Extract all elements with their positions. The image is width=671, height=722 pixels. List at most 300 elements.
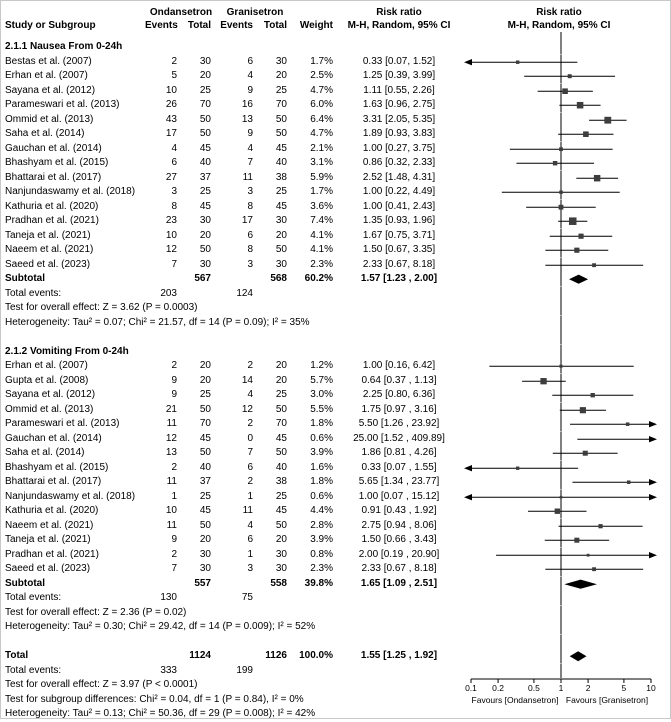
weight-value: 0.6%: [310, 490, 333, 502]
study-name: Pradhan et al. (2021): [5, 215, 99, 226]
rr-ci-total: 1.55 [1.25 , 1.92]: [360, 650, 438, 661]
column-gran-total: Total: [263, 20, 287, 31]
column-method-text: M-H, Random, 95% CI: [347, 20, 451, 31]
study-row: [5, 98, 667, 113]
svg-text:1: 1: [558, 683, 564, 693]
study-row: [5, 113, 667, 128]
ond-total: 50: [199, 113, 211, 125]
forest-plot-cell: [459, 388, 659, 403]
study-row: [5, 403, 667, 418]
ond-events: 3: [171, 186, 177, 197]
ond-total: 45: [199, 142, 211, 154]
forest-plot-cell: [459, 446, 659, 461]
study-name: Erhan et al. (2007): [5, 360, 88, 371]
gran-total: 20: [275, 360, 287, 371]
total-events-row: [5, 287, 667, 302]
plot-svg: [459, 84, 659, 99]
study-name: Nanjundaswamy et al. (2018): [5, 490, 136, 502]
study-name: Naeem et al. (2021): [5, 244, 94, 255]
ond-events: 27: [165, 171, 177, 183]
forest-plot-cell: [459, 243, 659, 258]
ond-total: 25: [199, 490, 211, 502]
gran-events: 4: [247, 519, 253, 531]
study-row: [5, 504, 667, 519]
rr-ci-text: 3.31 [2.05, 5.35]: [362, 113, 436, 125]
rr-ci-text: 0.86 [0.32, 2.33]: [362, 157, 436, 168]
weight-value: 3.9%: [310, 534, 333, 545]
plot-svg: [459, 32, 659, 40]
weight-value: 3.1%: [310, 157, 333, 168]
ond-total: 20: [199, 360, 211, 371]
rr-ci-text: 5.65 [1.34 , 23.77]: [358, 476, 440, 487]
gran-subtotal: 568: [270, 273, 287, 284]
study-name: Bhashyam et al. (2015): [5, 461, 109, 473]
ond-events: 10: [165, 505, 177, 516]
stat-text: Heterogeneity: Tau² = 0.13; Chi² = 50.36, df = 29 (P = 0.008); I² = 42%: [5, 708, 316, 719]
forest-plot-cell: [459, 461, 659, 476]
study-row: [5, 519, 667, 534]
gran-total: 30: [275, 563, 287, 574]
gran-total-events: 75: [241, 592, 253, 603]
plot-svg: [459, 417, 659, 432]
forest-plot-cell: [459, 504, 659, 519]
ond-events: 43: [165, 113, 177, 125]
study-name: Kathuria et al. (2020): [5, 200, 99, 212]
ond-total: 50: [199, 447, 211, 458]
total-row: [5, 649, 667, 664]
study-name: Saeed et al. (2023): [5, 258, 91, 270]
study-name: Kathuria et al. (2020): [5, 505, 99, 516]
ond-events: 9: [171, 534, 177, 545]
ond-grand-total: 1124: [189, 650, 211, 661]
svg-text:Favours [Granisetron]: Favours [Granisetron]: [565, 694, 649, 705]
study-row: [5, 417, 667, 432]
plot-svg: [459, 316, 659, 331]
stat-text: 2.1.1 Nausea From 0-24h: [5, 41, 123, 52]
gran-events: 11: [242, 505, 253, 516]
gran-total: 25: [275, 84, 287, 96]
gran-events: 3: [247, 186, 253, 197]
total-events-label: Total events:: [5, 664, 62, 676]
study-row: [5, 548, 667, 563]
svg-text:0.5: 0.5: [527, 683, 540, 693]
gran-total: 25: [275, 389, 287, 400]
study-row: [5, 374, 667, 389]
gran-total: 20: [275, 374, 287, 386]
ond-total-events: 333: [160, 664, 177, 676]
ond-events: 1: [171, 490, 177, 502]
gran-events: 16: [241, 99, 253, 110]
svg-text:Favours [Ondansetron]: Favours [Ondansetron]: [471, 694, 559, 705]
rr-ci-text: 1.00 [0.16, 6.42]: [362, 360, 436, 371]
ond-total: 50: [199, 128, 211, 139]
study-name: Saeed et al. (2023): [5, 563, 91, 574]
svg-text:2: 2: [585, 683, 591, 693]
rr-ci-text: 1.50 [0.66 , 3.43]: [361, 534, 437, 545]
forest-plot-cell: [459, 606, 659, 621]
forest-plot-cell: [459, 664, 659, 679]
rr-ci-text: 1.35 [0.93, 1.96]: [362, 215, 436, 226]
study-row: [5, 185, 667, 200]
forest-plot-cell: [459, 330, 659, 345]
svg-text:0.2: 0.2: [492, 683, 505, 693]
gran-events: 1: [247, 548, 253, 560]
ond-events: 9: [171, 374, 177, 386]
ond-total-events: 203: [160, 287, 177, 299]
weight-value: 1.7%: [310, 186, 333, 197]
plot-svg: [459, 664, 659, 679]
gran-total: 20: [275, 534, 287, 545]
rr-ci-text: 2.75 [0.94 , 8.06]: [361, 519, 437, 531]
gran-events: 9: [247, 128, 253, 139]
plot-svg: [459, 461, 659, 476]
study-row: [5, 359, 667, 374]
gran-total: 25: [275, 186, 287, 197]
plot-svg: [459, 200, 659, 215]
weight-value: 2.5%: [310, 70, 333, 81]
gran-events: 0: [247, 432, 253, 444]
gran-subtotal: 558: [270, 577, 287, 589]
gran-grand-total: 1126: [265, 650, 287, 661]
study-name: Pradhan et al. (2021): [5, 548, 99, 560]
column-study: Study or Subgroup: [5, 20, 96, 31]
plot-svg: [459, 359, 659, 374]
ond-total: 70: [199, 99, 211, 110]
gran-events: 4: [247, 70, 253, 81]
study-row: [5, 142, 667, 157]
plot-svg: [459, 272, 659, 287]
study-row: [5, 171, 667, 186]
ond-total: 30: [199, 258, 211, 270]
plot-svg: [459, 40, 659, 55]
gran-events: 2: [247, 476, 253, 487]
gran-total: 40: [275, 157, 287, 168]
gran-total-events: 199: [236, 664, 253, 676]
ond-total: 50: [199, 403, 211, 415]
plot-svg: [459, 258, 659, 273]
study-name: Gauchan et al. (2014): [5, 142, 102, 154]
ond-total: 45: [199, 432, 211, 444]
rr-ci-text: 1.00 [0.41, 2.43]: [362, 200, 436, 212]
forest-plot-cell: [459, 490, 659, 505]
rr-ci-text: 1.00 [0.27, 3.75]: [362, 142, 436, 154]
ond-total: 30: [199, 55, 211, 67]
forest-plot-cell: [459, 620, 659, 635]
gran-events: 7: [247, 157, 253, 168]
gran-events: 8: [247, 244, 253, 255]
rr-ci-subtotal: 1.65 [1.09 , 2.51]: [360, 577, 438, 589]
ond-total-events: 130: [160, 592, 177, 603]
ond-total: 30: [199, 215, 211, 226]
axis-row: [5, 678, 667, 693]
ond-events: 23: [165, 215, 177, 226]
study-row: [5, 69, 667, 84]
ond-events: 10: [165, 84, 177, 96]
column-risk-ratio-text: Risk ratio: [376, 7, 422, 18]
forest-rows: [5, 32, 667, 722]
stat-text: Heterogeneity: Tau² = 0.30; Chi² = 29.42, df = 14 (P = 0.009); I² = 52%: [5, 621, 316, 632]
plot-svg: [459, 345, 659, 360]
ond-total: 70: [199, 418, 211, 429]
study-row: [5, 475, 667, 490]
study-name: Bhattarai et al. (2017): [5, 171, 102, 183]
ond-events: 7: [171, 563, 177, 574]
study-name: Sayana et al. (2012): [5, 84, 96, 96]
forest-plot-cell: [459, 316, 659, 331]
forest-plot-cell: [459, 258, 659, 273]
weight-value: 4.1%: [310, 229, 333, 241]
rr-ci-text: 2.52 [1.48, 4.31]: [362, 171, 436, 183]
plot-svg: [459, 591, 659, 606]
forest-plot-cell: [459, 577, 659, 592]
rr-ci-text: 2.33 [0.67, 8.18]: [362, 258, 436, 270]
forest-plot-cell: [459, 171, 659, 186]
study-row: [5, 200, 667, 215]
gran-events: 3: [247, 258, 253, 270]
gran-events: 9: [247, 84, 253, 96]
ond-events: 2: [171, 360, 177, 371]
weight-value: 2.3%: [310, 563, 333, 574]
rr-ci-text: 0.91 [0.43 , 1.92]: [361, 505, 437, 516]
forest-plot-cell: [459, 417, 659, 432]
gran-events: 6: [247, 229, 253, 241]
plot-svg: [459, 69, 659, 84]
overall-effect-row: [5, 606, 667, 621]
heterogeneity-row: [5, 620, 667, 635]
forest-plot-cell: [459, 98, 659, 113]
gran-events: 1: [247, 490, 253, 502]
forest-plot-cell: [459, 156, 659, 171]
gran-events: 6: [247, 461, 253, 473]
total-events-label: Total events:: [5, 592, 62, 603]
ond-total: 50: [199, 244, 211, 255]
subtotal-row: [5, 577, 667, 592]
ond-events: 8: [171, 200, 177, 212]
gran-total: 30: [275, 55, 287, 67]
ond-events: 2: [171, 461, 177, 473]
gran-total: 38: [275, 171, 287, 183]
plot-svg: [459, 403, 659, 418]
gran-total: 45: [275, 200, 287, 212]
stat-text: Test for subgroup differences: Chi² = 0.04, df = 1 (P = 0.84), I² = 0%: [5, 693, 304, 705]
study-row: [5, 258, 667, 273]
forest-plot-cell: [459, 533, 659, 548]
ond-events: 5: [171, 70, 177, 81]
plot-svg: [459, 446, 659, 461]
weight-value: 4.1%: [310, 244, 333, 255]
weight-value: 5.5%: [310, 403, 333, 415]
study-name: Ommid et al. (2013): [5, 403, 94, 415]
ond-events: 6: [171, 157, 177, 168]
plot-svg: [459, 548, 659, 563]
ond-events: 12: [165, 244, 177, 255]
favours-row: [5, 693, 667, 708]
svg-text:10: 10: [646, 683, 656, 693]
forest-plot-cell: [459, 40, 659, 55]
gran-events: 8: [247, 200, 253, 212]
ond-total: 40: [199, 461, 211, 473]
ond-total: 45: [199, 505, 211, 516]
subtotal-label: Subtotal: [5, 577, 45, 589]
forest-plot-cell: [459, 69, 659, 84]
forest-plot-cell: [459, 707, 659, 722]
ond-events: 11: [166, 418, 177, 429]
ond-events: 7: [171, 258, 177, 270]
plot-svg: [459, 533, 659, 548]
rr-ci-text: 1.75 [0.97 , 3.16]: [361, 403, 437, 415]
study-name: Gupta et al. (2008): [5, 374, 89, 386]
weight-subtotal: 60.2%: [304, 273, 333, 284]
weight-value: 4.7%: [310, 84, 333, 96]
ond-total: 30: [199, 548, 211, 560]
gran-total: 30: [275, 258, 287, 270]
weight-value: 5.9%: [310, 171, 333, 183]
rr-ci-text: 2.00 [0.19 , 20.90]: [358, 548, 440, 560]
weight-value: 2.8%: [310, 519, 333, 531]
stat-text: Test for overall effect: Z = 3.97 (P < 0.0001): [5, 679, 198, 690]
ond-events: 11: [166, 519, 177, 531]
forest-plot-cell: [459, 84, 659, 99]
gran-events: 4: [247, 142, 253, 154]
gran-total: 45: [275, 432, 287, 444]
study-name: Parameswari et al. (2013): [5, 99, 120, 110]
study-row: [5, 55, 667, 70]
plot-svg: [459, 301, 659, 316]
study-name: Sayana et al. (2012): [5, 389, 96, 400]
gran-events: 14: [241, 374, 253, 386]
study-name: Taneja et al. (2021): [5, 229, 91, 241]
gran-events: 11: [242, 171, 253, 183]
study-row: [5, 533, 667, 548]
study-row: [5, 243, 667, 258]
study-name: Saha et al. (2014): [5, 447, 85, 458]
rr-ci-text: 0.33 [0.07 , 1.55]: [361, 461, 437, 473]
ond-events: 11: [166, 476, 177, 487]
weight-value: 5.7%: [310, 374, 333, 386]
plot-svg: [459, 156, 659, 171]
total-events-row: [5, 591, 667, 606]
gran-total: 70: [275, 99, 287, 110]
weight-value: 2.3%: [310, 258, 333, 270]
subtotal-label: Subtotal: [5, 273, 45, 284]
ond-events: 4: [171, 142, 177, 154]
ond-events: 12: [165, 432, 177, 444]
plot-svg: [459, 127, 659, 142]
forest-plot-cell: [459, 185, 659, 200]
ond-total: 45: [199, 200, 211, 212]
study-name: Naeem et al. (2021): [5, 519, 94, 531]
plot-svg: [459, 562, 659, 577]
forest-plot-cell: [459, 678, 659, 693]
study-row: [5, 490, 667, 505]
stat-text: 2.1.2 Vomiting From 0-24h: [5, 345, 129, 357]
study-row: [5, 84, 667, 99]
forest-plot-cell: [459, 142, 659, 157]
gran-total: 30: [275, 215, 287, 226]
weight-subtotal: 39.8%: [304, 577, 333, 589]
ond-events: 26: [165, 99, 177, 110]
gran-total: 50: [275, 447, 287, 458]
weight-value: 1.8%: [310, 418, 333, 429]
plot-svg: [459, 649, 659, 664]
column-method-plot: M-H, Random, 95% CI: [507, 20, 611, 31]
ond-total: 37: [199, 476, 211, 487]
weight-value: 4.7%: [310, 128, 333, 139]
rr-ci-text: 5.50 [1.26 , 23.92]: [358, 418, 440, 429]
subtotal-row: [5, 272, 667, 287]
gran-events: 4: [247, 389, 253, 400]
ond-events: 13: [165, 447, 177, 458]
study-name: Bestas et al. (2007): [5, 55, 92, 67]
forest-plot-cell: [459, 359, 659, 374]
weight-value: 2.1%: [310, 142, 333, 154]
weight-value: 6.4%: [310, 113, 333, 125]
plot-svg: [459, 490, 659, 505]
study-name: Gauchan et al. (2014): [5, 432, 102, 444]
gran-events: 2: [247, 360, 253, 371]
ond-events: 21: [165, 403, 177, 415]
gran-events: 13: [241, 113, 253, 125]
total-label: Total: [5, 650, 29, 661]
gran-total: 70: [275, 418, 287, 429]
study-name: Bhashyam et al. (2015): [5, 157, 109, 168]
column-group-granisetron: Granisetron: [226, 7, 284, 18]
plot-svg: [459, 388, 659, 403]
forest-plot-cell: [459, 548, 659, 563]
plot-svg: [459, 620, 659, 635]
subgroup-title-row: [5, 345, 667, 360]
forest-plot-cell: [459, 591, 659, 606]
weight-value: 4.4%: [310, 505, 333, 516]
column-risk-ratio-plot: Risk ratio: [536, 7, 582, 18]
svg-text:0.1: 0.1: [465, 683, 477, 693]
study-row: [5, 432, 667, 447]
plot-svg: [459, 432, 659, 447]
ond-total: 30: [199, 563, 211, 574]
ond-events: 2: [171, 548, 177, 560]
gran-total: 30: [275, 548, 287, 560]
column-gran-events: Events: [220, 20, 253, 31]
forest-plot-cell: [459, 229, 659, 244]
gran-total: 20: [275, 229, 287, 241]
gran-total: 45: [275, 505, 287, 516]
plot-svg: [459, 519, 659, 534]
gran-events: 2: [247, 418, 253, 429]
study-name: Nanjundaswamy et al. (2018): [5, 186, 136, 197]
ond-total: 20: [199, 374, 211, 386]
gran-total: 50: [275, 128, 287, 139]
rr-ci-text: 25.00 [1.52 , 409.89]: [353, 432, 445, 444]
rr-ci-text: 2.25 [0.80, 6.36]: [362, 389, 436, 400]
column-ond-total: Total: [187, 20, 211, 31]
rr-ci-text: 1.63 [0.96, 2.75]: [362, 99, 436, 110]
ond-events: 10: [165, 229, 177, 241]
plot-svg: [459, 98, 659, 113]
plot-svg: [459, 113, 659, 128]
plot-svg: [459, 475, 659, 490]
gran-total: 50: [275, 244, 287, 255]
ond-total: 37: [199, 171, 211, 183]
study-name: Ommid et al. (2013): [5, 113, 94, 125]
ond-events: 9: [171, 389, 177, 400]
forest-plot-cell: [459, 214, 659, 229]
ond-total: 25: [199, 84, 211, 96]
study-name: Bhattarai et al. (2017): [5, 476, 102, 487]
weight-value: 0.6%: [310, 432, 333, 444]
stat-text: Heterogeneity: Tau² = 0.07; Chi² = 21.57, df = 14 (P = 0.09); I² = 35%: [5, 316, 310, 328]
gran-events: 6: [247, 55, 253, 67]
study-name: Parameswari et al. (2013): [5, 418, 120, 429]
